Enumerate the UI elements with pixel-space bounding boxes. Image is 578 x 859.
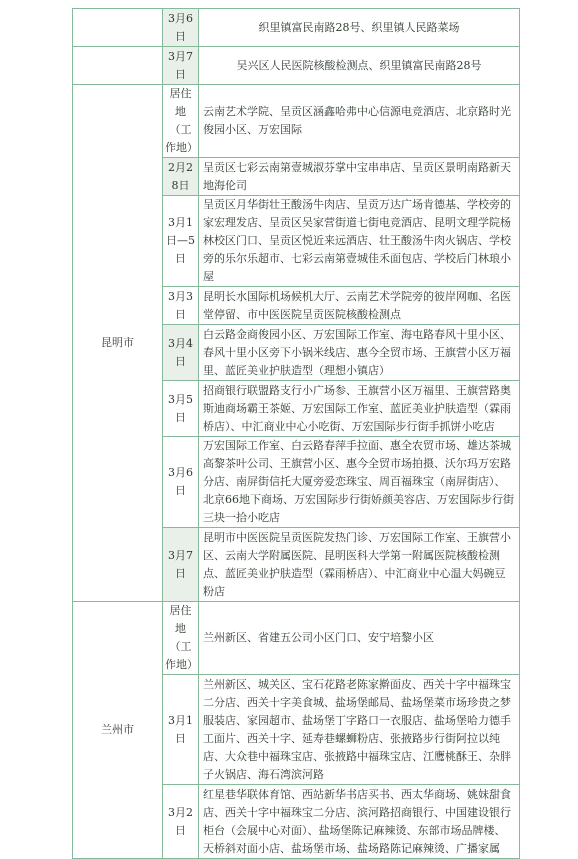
table-row	[73, 602, 520, 675]
locations-cell: 呈贡区七彩云南第壹城淑芬掌中宝串串店、呈贡区景明南路新天地海伦司	[199, 158, 520, 196]
locations-cell: 昆明市中医医院呈贡医院发热门诊、万宏国际工作室、王旗营小区、云南大学附属医院、昆明医科大学第一附属医院核酸检测点、蓝匠美业护肤造型（霖雨桥店）、中汇商业中心温大妈碗豆粉店	[199, 528, 520, 602]
locations-cell: 兰州新区、省建五公司小区门口、安宁培黎小区	[199, 602, 520, 675]
locations-cell: 昆明长水国际机场候机大厅、云南艺术学院旁的彼岸网咖、名医堂停留、市中医医院呈贡医院核酸检测点	[199, 287, 520, 325]
locations-cell: 万宏国际工作室、白云路春萍手拉面、惠全农贸市场、雄达茶城高黎茶叶公司、王旗营小区、惠今全贸市场拍摄、沃尔玛万宏路分店、南屏街信托大厦旁爱恋珠宝、周百福珠宝（南屏街店）、北京66地下商场、万宏国际步行街娇颜美容店、万宏国际步行街三块一拾小吃店	[199, 437, 520, 528]
date-cell: 3月1日	[163, 675, 199, 785]
locations-cell: 招商银行联盟路支行小广场参、王旗营小区万福里、王旗营路奥斯迪商场霸王茶姬、万宏国际工作室、蓝匠美业护肤造型（霖雨桥店）、中汇商业中心小吃街、万宏国际步行街手抓饼小吃店	[199, 381, 520, 437]
city-cell-empty	[73, 9, 163, 47]
date-cell: 2月28日	[163, 158, 199, 196]
date-cell: 3月2日	[163, 785, 199, 859]
city-cell: 昆明市	[73, 85, 163, 602]
date-cell: 居住地（工作地）	[163, 602, 199, 675]
locations-cell: 吴兴区人民医院核酸检测点、织里镇富民南路28号	[199, 47, 520, 85]
locations-cell: 呈贡区月华街壮王酸汤牛肉店、呈贡万达广场肯德基、学校旁的家宏理发店、呈贡区吴家营街道七街电竞酒店、昆明文理学院杨林校区门口、呈贡区悦近来远酒店、壮王酸汤牛肉火锅店、学校旁的乐尔乐超市、七彩云南第壹城佳禾面包店、学校后门林琅小屋	[199, 196, 520, 287]
table-row	[73, 9, 520, 47]
date-cell: 3月7日	[163, 47, 199, 85]
locations-cell: 兰州新区、城关区、宝石花路老陈家擀面皮、西关十字中福珠宝二分店、西关十字美食城、盐场堡邮局、盐场堡菜市场珍贵之梦服装店、家园超市、盐场堡丁字路口一衣服店、盐场堡哈力德手工面片、西关十字、延寿巷螺蛳粉店、张掖路步行街阿拉以纯店、大众巷中福珠宝店、张掖路中福珠宝店、江鹰桃酥王、杂胖子火锅店、海石湾滨河路	[199, 675, 520, 785]
date-cell: 3月1日—5日	[163, 196, 199, 287]
date-cell: 3月7日	[163, 528, 199, 602]
table-row	[73, 47, 520, 85]
date-cell: 居住地（工作地）	[163, 85, 199, 158]
date-cell: 3月6日	[163, 437, 199, 528]
city-cell: 兰州市	[73, 602, 163, 859]
date-cell: 3月3日	[163, 287, 199, 325]
locations-cell: 云南艺术学院、呈贡区涵鑫哈弗中心信源电竞酒店、北京路时光俊园小区、万宏国际	[199, 85, 520, 158]
locations-cell: 织里镇富民南路28号、织里镇人民路菜场	[199, 9, 520, 47]
locations-cell: 红星巷华联体育馆、西站新华书店买书、西太华商场、姚妹甜食店、西关十字中福珠宝二分店、滨河路招商银行、中国建设银行柜台（会展中心对面）、盐场堡陈记麻辣烫、东部市场品牌楼、天桥斜对面小店、盐场堡市场、盐场路陈记麻辣烫、广播家属	[199, 785, 520, 859]
date-cell: 3月4日	[163, 325, 199, 381]
itinerary-table	[72, 8, 520, 859]
date-cell: 3月5日	[163, 381, 199, 437]
date-cell: 3月6日	[163, 9, 199, 47]
locations-cell: 白云路金商俊园小区、万宏国际工作室、海屯路春风十里小区、春风十里小区旁下小锅米线店、惠今全贸市场、王旗营小区万福里、蓝匠美业护肤造型（理想小镇店）	[199, 325, 520, 381]
city-cell-empty	[73, 47, 163, 85]
table-row	[73, 85, 520, 158]
